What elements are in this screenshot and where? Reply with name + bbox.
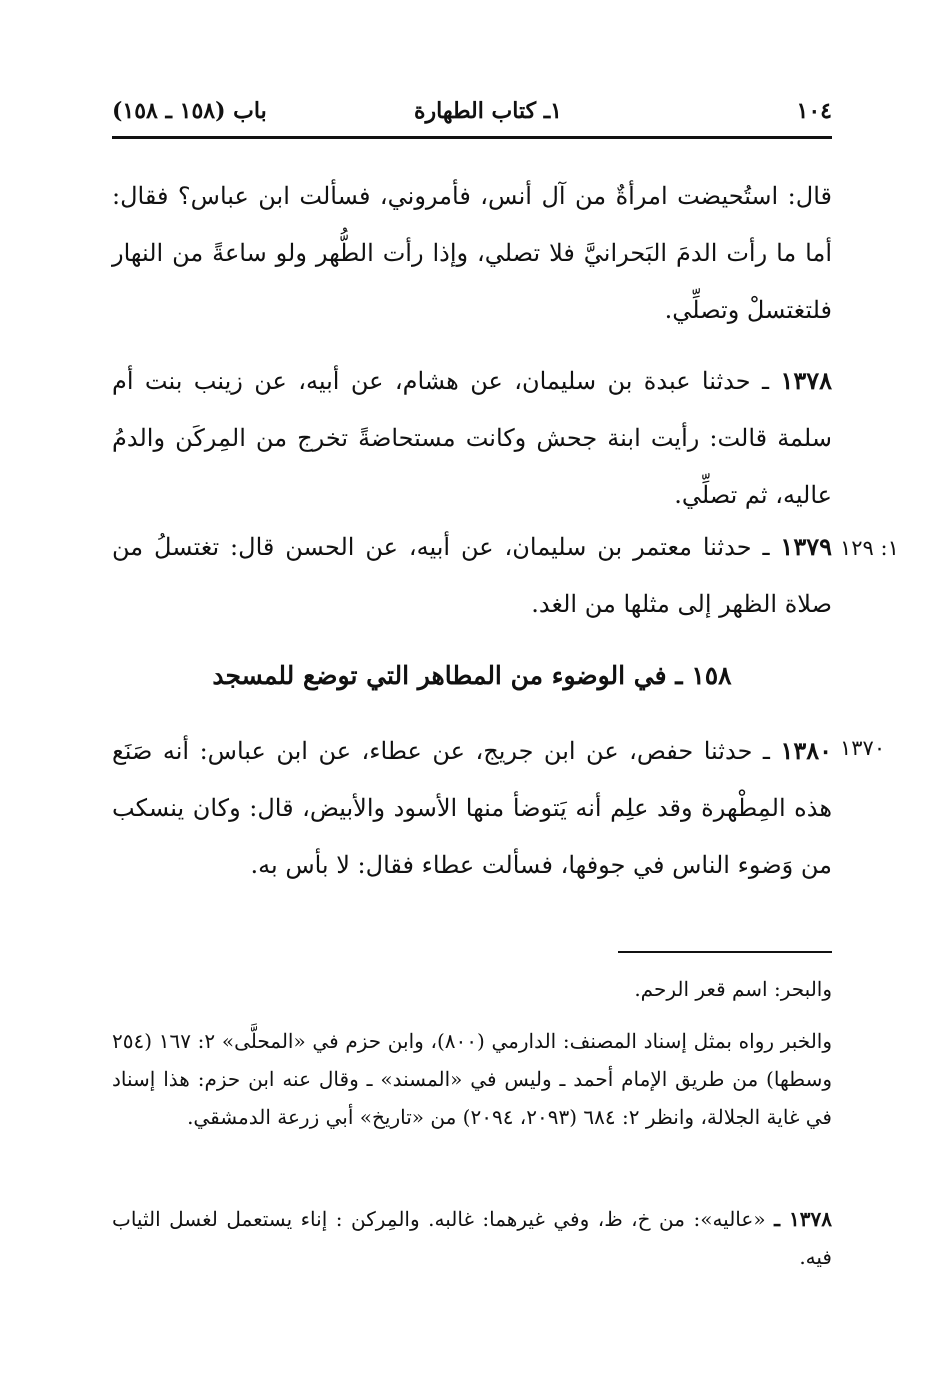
footnote-divider	[618, 951, 832, 953]
section-heading: ١٥٨ ـ في الوضوء من المطاهر التي توضع للمسجد	[212, 661, 732, 690]
hadith-number: ١٣٧٩	[780, 532, 832, 561]
hadith-text: ـ حدثنا عبدة بن سليمان، عن هشام، عن أبيه، عن زينب بنت أم سلمة قالت: رأيت ابنة جحش وكانت مستحاضةً تخرج من المِركَن والدمُ عاليه، ثم تصلِّي.	[112, 367, 832, 509]
margin-reference: ١: ١٢٩	[840, 536, 899, 560]
margin-reference: ١٣٧٠	[840, 736, 886, 760]
hadith-1378	[112, 352, 832, 524]
footnote	[112, 1200, 832, 1276]
footnote-text: «عاليه»: من خ، ظ، وفي غيرهما: غالبه. والمِركن : إناء يستعمل لغسل الثياب فيه.	[112, 1207, 832, 1269]
hadith-1379	[112, 518, 832, 633]
running-header	[112, 92, 832, 139]
page-number: ١٠٤	[796, 98, 832, 124]
chapter-range: باب (١٥٨ ـ ١٥٨)	[112, 98, 267, 124]
hadith-number: ١٣٨٠	[780, 736, 832, 765]
book-title: ١ـ كتاب الطهارة	[414, 98, 562, 124]
hadith-number: ١٣٧٨	[780, 366, 832, 395]
hadith-text: ـ حدثنا معتمر بن سليمان، عن أبيه، عن الحسن قال: تغتسلُ من صلاة الظهر إلى مثلها من الغد.	[112, 533, 832, 618]
footnote: والبحر: اسم قعر الرحم.	[634, 977, 832, 1001]
hadith-text: ـ حدثنا حفص، عن ابن جريج، عن عطاء، عن ابن عباس: أنه صَنَع هذه المِطْهرة وقد علِم أنه يَتوضأ منها الأسود والأبيض، قال: وكان ينسكب من وَضوء الناس في جوفها، فسألت عطاء فقال: لا بأس به.	[112, 737, 832, 879]
footnote-number: ١٣٧٨ ـ	[774, 1207, 832, 1231]
hadith-1380	[112, 722, 832, 894]
footnote: والخبر رواه بمثل إسناد المصنف: الدارمي (٨٠٠)، وابن حزم في «المحلَّى» ٢: ١٦٧ (٢٥٤ وسطها) من طريق الإمام أحمد ـ وليس في «المسند» ـ وقال عنه ابن حزم: هذا إسناد في غاية الجلالة، وانظر ٢: ٦٨٤ (٢٠٩٣، ٢٠٩٤) من «تاريخ» أبي زرعة الدمشقي.	[112, 1029, 833, 1129]
continued-paragraph: قال: استُحيضت امرأةٌ من آل أنس، فأمروني، فسألت ابن عباس؟ فقال: أما ما رأت الدمَ البَحرانيَّ فلا تصلي، وإذا رأت الطُّهر ولو ساعةً من النهار فلتغتسلْ وتصلِّي.	[112, 182, 832, 324]
